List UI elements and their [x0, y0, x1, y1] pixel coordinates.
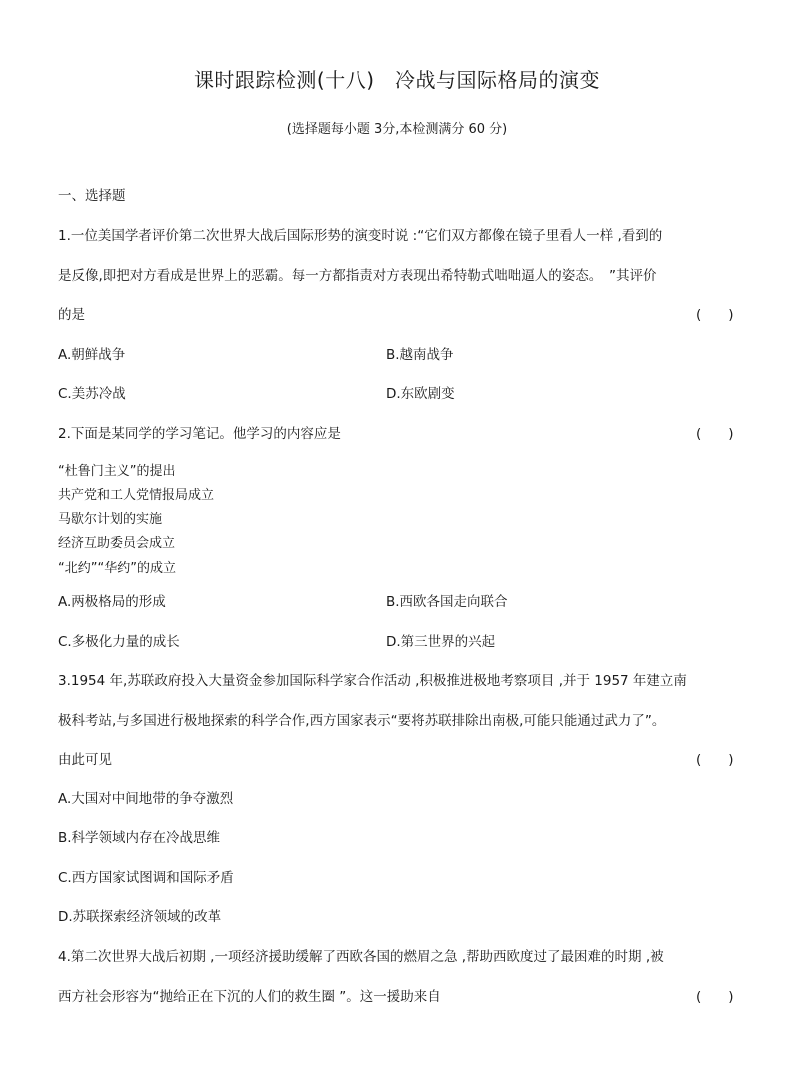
- q2-note-5: “北约”“华约”的成立: [58, 561, 176, 576]
- q4-stem-line1: 4.第二次世界大战后初期 ,一项经济援助缓解了西欧各国的燃眉之急 ,帮助西欧度过了最困难的时期 ,被: [58, 949, 664, 965]
- q2-note-4: 经济互助委员会成立: [58, 536, 176, 551]
- page-subtitle: (选择题每小题 3分,本检测满分 60 分): [286, 122, 508, 137]
- q3-option-a: A.大国对中间地带的争夺激烈: [58, 791, 234, 807]
- q1-option-d: D.东欧剧变: [386, 386, 455, 402]
- q1-stem-line1: 1.一位美国学者评价第二次世界大战后国际形势的演变时说 :“它们双方都像在镜子里看人一样 ,看到的: [58, 228, 663, 244]
- q4-stem-line2: 西方社会形容为“抛给正在下沉的人们的救生圈 ”。这一援助来自: [58, 989, 441, 1005]
- q3-option-c: C.西方国家试图调和国际矛盾: [58, 870, 234, 886]
- q1-option-b: B.越南战争: [386, 347, 454, 363]
- q2-answer-bracket: ( ): [696, 426, 734, 442]
- q1-answer-bracket: ( ): [696, 307, 734, 323]
- q2-option-d: D.第三世界的兴起: [386, 634, 496, 650]
- q3-answer-bracket: ( ): [696, 752, 734, 768]
- q1-stem-line3: 的是: [58, 307, 85, 323]
- q2-note-3: 马歇尔计划的实施: [58, 512, 163, 527]
- page-title: 课时跟踪检测(十八) 冷战与国际格局的演变: [193, 68, 601, 92]
- q2-option-a: A.两极格局的形成: [58, 594, 166, 610]
- q2-option-c: C.多极化力量的成长: [58, 634, 180, 650]
- q3-stem-line3: 由此可见: [58, 752, 112, 768]
- q2-note-2: 共产党和工人党情报局成立: [58, 488, 215, 503]
- q3-stem-line1: 3.1954 年,苏联政府投入大量资金参加国际科学家合作活动 ,积极推进极地考察项目 ,并于 1957 年建立南: [58, 673, 687, 689]
- q2-note-1: “杜鲁门主义”的提出: [58, 464, 176, 479]
- q1-stem-line2: 是反像,即把对方看成是世界上的恶霸。每一方都指责对方表现出希特勒式咄咄逼人的姿态。 ”其评价: [58, 268, 657, 284]
- q3-option-d: D.苏联探索经济领域的改革: [58, 909, 222, 925]
- q3-stem-line2: 极科考站,与多国进行极地探索的科学合作,西方国家表示“要将苏联排除出南极,可能只能通过武力了”。: [58, 713, 666, 729]
- q4-answer-bracket: ( ): [696, 989, 734, 1005]
- q1-option-a: A.朝鲜战争: [58, 347, 126, 363]
- q3-option-b: B.科学领域内存在冷战思维: [58, 830, 221, 846]
- q1-option-c: C.美苏冷战: [58, 386, 126, 402]
- q2-stem-line1: 2.下面是某同学的学习笔记。他学习的内容应是: [58, 426, 341, 442]
- q2-option-b: B.西欧各国走向联合: [386, 594, 508, 610]
- section-heading: 一、选择题: [58, 188, 126, 204]
